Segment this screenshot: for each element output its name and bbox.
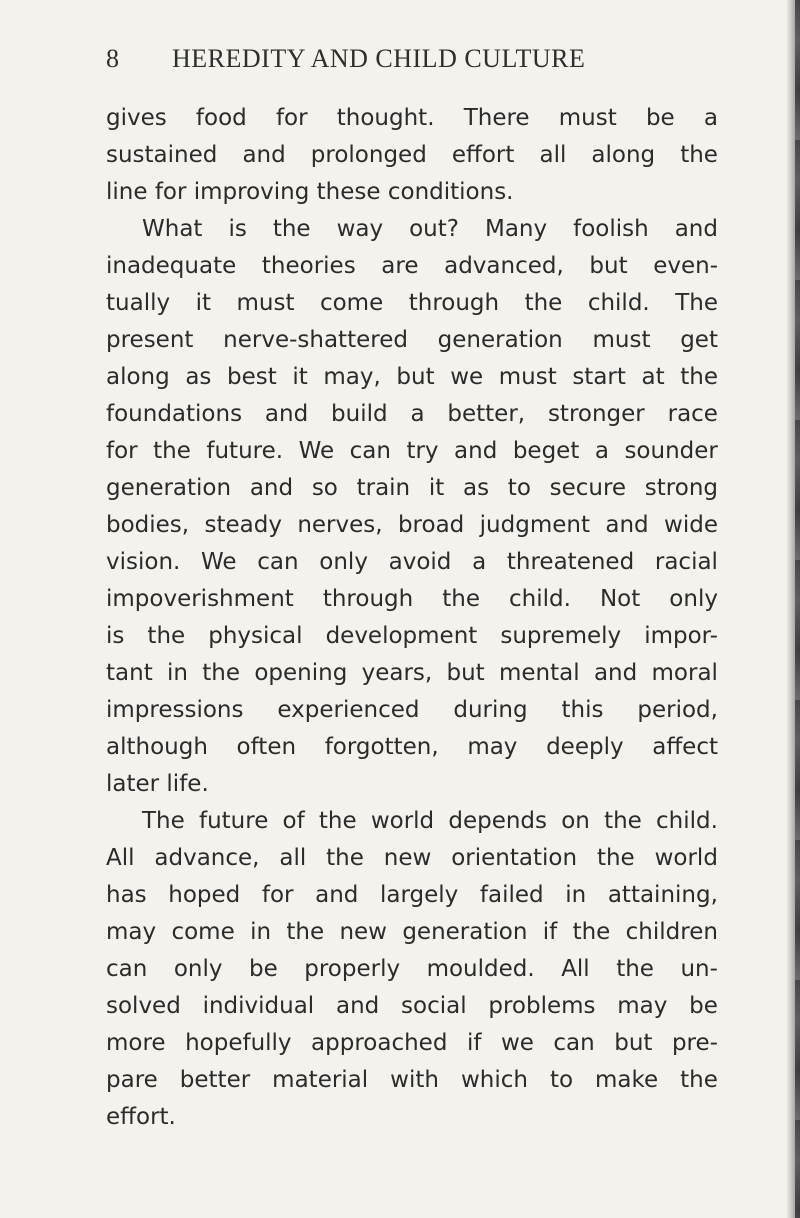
text-line: has hoped for and largely failed in attaining,	[106, 882, 718, 908]
text-line: can only be properly moulded. All the un-	[106, 956, 718, 982]
text-line: line for improving these conditions.	[106, 179, 514, 205]
text-line: impressions experienced during this period,	[106, 697, 718, 723]
text-line: later life.	[106, 771, 209, 797]
text-line: tually it must come through the child. The	[106, 290, 718, 316]
text-line: for the future. We can try and beget a sounder	[106, 438, 718, 464]
text-line: impoverishment through the child. Not only	[106, 586, 718, 612]
text-line: All advance, all the new orientation the world	[106, 845, 718, 871]
text-line: inadequate theories are advanced, but even-	[106, 253, 718, 279]
text-line: more hopefully approached if we can but pre-	[106, 1030, 718, 1056]
text-line: solved individual and social problems may be	[106, 993, 718, 1019]
text-line: may come in the new generation if the children	[106, 919, 718, 945]
text-line: pare better material with which to make the	[106, 1067, 718, 1093]
text-line: although often forgotten, may deeply affect	[106, 734, 718, 760]
text-line: gives food for thought. There must be a	[106, 105, 718, 131]
text-line: bodies, steady nerves, broad judgment and wide	[106, 512, 718, 538]
text-line: sustained and prolonged effort all along the	[106, 142, 718, 168]
text-line: tant in the opening years, but mental and moral	[106, 660, 718, 686]
page-header	[106, 44, 716, 84]
text-line: present nerve-shattered generation must get	[106, 327, 718, 353]
text-line: is the physical development supremely impor-	[106, 623, 718, 649]
text-line: effort.	[106, 1104, 176, 1130]
text-line: foundations and build a better, stronger race	[106, 401, 718, 427]
text-line: along as best it may, but we must start at the	[106, 364, 718, 390]
text-line: vision. We can only avoid a threatened racial	[106, 549, 718, 575]
text-line: generation and so train it as to secure strong	[106, 475, 718, 501]
page-number: 8	[106, 44, 120, 73]
book-binding-edge	[795, 0, 800, 1218]
text-line: What is the way out? Many foolish and	[142, 216, 718, 242]
running-title: HEREDITY AND CHILD CULTURE	[172, 44, 586, 73]
text-line: The future of the world depends on the child.	[142, 808, 718, 834]
body-text	[106, 100, 718, 1136]
